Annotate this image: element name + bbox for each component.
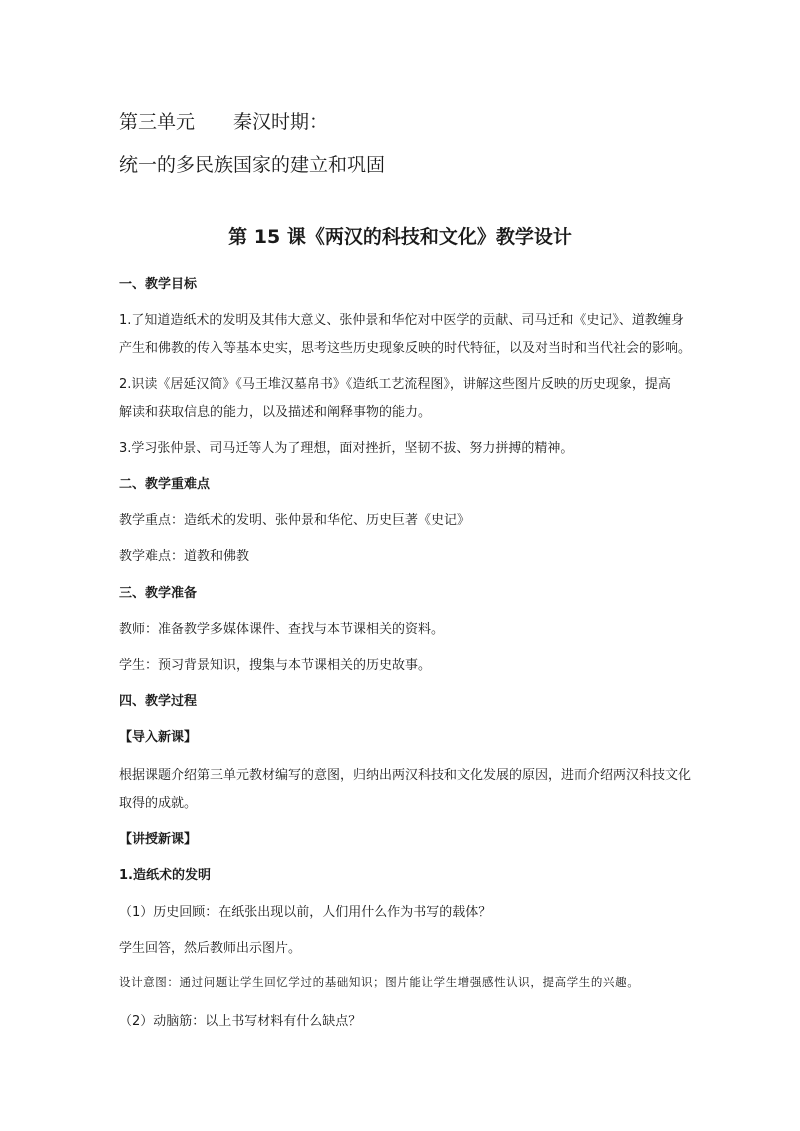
question-2: （2）动脑筋：以上书写材料有什么缺点？ [119, 1014, 362, 1029]
difficult-points: 教学难点：道教和佛教 [119, 549, 250, 564]
key-points: 教学重点：造纸术的发明、张仲景和华佗、历史巨著《史记》 [119, 513, 471, 528]
design-intent: 设计意图：通过问题让学生回忆学过的基础知识；图片能让学生增强感性认识，提高学生的兴趣。 [119, 975, 640, 989]
objective-2-line-2: 解读和获取信息的能力，以及描述和阐释事物的能力。 [119, 405, 432, 420]
section-heading-key-points: 二、教学重难点 [119, 477, 211, 492]
objective-1-line-2: 产生和佛教的传入等基本史实，思考这些历史现象反映的时代特征，以及对当时和当代社会的影响。 [119, 341, 692, 356]
intro-line-1: 根据课题介绍第三单元教材编写的意图，归纳出两汉科技和文化发展的原因，进而介绍两汉科技文化 [119, 768, 692, 783]
objective-1-line-1: 1.了知道造纸术的发明及其伟大意义、张仲景和华佗对中医学的贡献、司马迁和《史记》、道教缠身 [119, 313, 684, 328]
period-label: 秦汉时期： [233, 111, 329, 133]
topic-1-heading: 1.造纸术的发明 [119, 868, 211, 883]
unit-subtitle: 统一的多民族国家的建立和巩固 [119, 154, 386, 176]
new-lesson-heading: 【讲授新课】 [119, 832, 198, 847]
student-preparation: 学生：预习背景知识，搜集与本节课相关的历史故事。 [119, 658, 432, 673]
student-answer: 学生回答，然后教师出示图片。 [119, 941, 302, 956]
unit-heading [119, 107, 328, 134]
section-heading-preparation: 三、教学准备 [119, 586, 198, 601]
intro-heading: 【导入新课】 [119, 730, 198, 745]
intro-line-2: 取得的成就。 [119, 796, 198, 811]
objective-3: 3.学习张仲景、司马迁等人为了理想，面对挫折，坚韧不拔、努力拼搏的精神。 [119, 441, 574, 456]
section-heading-process: 四、教学过程 [119, 694, 198, 709]
question-1: （1）历史回顾：在纸张出现以前，人们用什么作为书写的载体？ [119, 905, 492, 920]
teacher-preparation: 教师：准备教学多媒体课件、查找与本节课相关的资料。 [119, 622, 445, 637]
lesson-title: 第 15 课《两汉的科技和文化》教学设计 [228, 226, 572, 248]
section-heading-objectives: 一、教学目标 [119, 277, 198, 292]
objective-2-line-1: 2.识读《居延汉简》《马王堆汉墓帛书》《造纸工艺流程图》，讲解这些图片反映的历史现象，提高 [119, 377, 671, 392]
unit-label: 第三单元 [119, 111, 196, 133]
